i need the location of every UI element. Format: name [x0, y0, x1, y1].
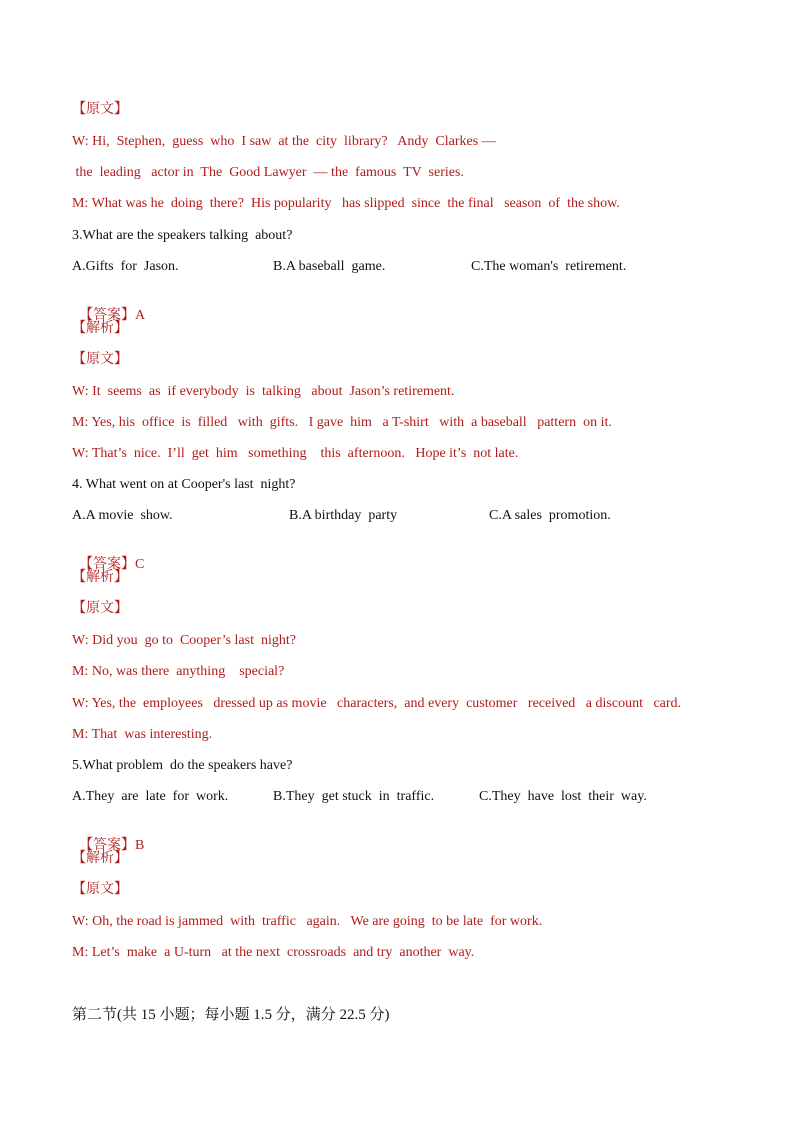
dialogue-line: W: It seems as if everybody is talking about Jason’s retirement.	[72, 384, 455, 399]
dialogue-line: W: Yes, the employees dressed up as movie characters, and every customer received a discount card.	[72, 696, 682, 711]
section-2-heading: 第二节(共 15 小题；每小题 1.5 分，满分 22.5 分)	[72, 1007, 390, 1023]
answer-tag: 【答案】	[79, 557, 135, 572]
q4-option-c: C.A sales promotion.	[489, 508, 611, 523]
dialogue-line: the leading actor in The Good Lawyer — the famous TV series.	[72, 165, 464, 180]
q5-option-c: C.They have lost their way.	[479, 789, 647, 804]
dialogue-line: M: Yes, his office is filled with gifts. I gave him a T-shirt with a baseball pattern on it.	[72, 415, 612, 430]
dialogue-line: W: Hi, Stephen, guess who I saw at the city library? Andy Clarkes —	[72, 134, 496, 149]
q3-option-b: B.A baseball game.	[273, 259, 386, 274]
q4-option-a: A.A movie show.	[72, 508, 173, 523]
dialogue-line: W: That’s nice. I’ll get him something this afternoon. Hope it’s not late.	[72, 446, 519, 461]
analysis-tag: 【解析】	[72, 851, 128, 866]
dialogue-line: M: No, was there anything special?	[72, 664, 285, 679]
q5-option-b: B.They get stuck in traffic.	[273, 789, 435, 804]
dialogue-line: M: What was he doing there? His popularity has slipped since the final season of the show.	[72, 196, 620, 211]
dialogue-line: M: That was interesting.	[72, 727, 213, 742]
analysis-tag: 【解析】	[72, 570, 128, 585]
answer-value: C	[135, 557, 145, 572]
answer-tag: 【答案】	[79, 838, 135, 853]
q4-option-b: B.A birthday party	[289, 508, 398, 523]
question-3: 3.What are the speakers talking about?	[72, 228, 293, 243]
question-5: 5.What problem do the speakers have?	[72, 758, 293, 773]
analysis-tag: 【解析】	[72, 321, 128, 336]
original-text-tag: 【原文】	[72, 102, 128, 117]
original-text-tag: 【原文】	[72, 601, 128, 616]
answer-tag: 【答案】	[79, 308, 135, 323]
original-text-tag: 【原文】	[72, 882, 128, 897]
q3-option-a: A.Gifts for Jason.	[72, 259, 179, 274]
q3-option-c: C.The woman's retirement.	[471, 259, 627, 274]
answer-value: B	[135, 838, 145, 853]
q5-option-a: A.They are late for work.	[72, 789, 229, 804]
dialogue-line: W: Did you go to Cooper’s last night?	[72, 633, 296, 648]
dialogue-line: M: Let’s make a U-turn at the next crossroads and try another way.	[72, 945, 475, 960]
dialogue-line: W: Oh, the road is jammed with traffic again. We are going to be late for work.	[72, 914, 543, 929]
original-text-tag: 【原文】	[72, 352, 128, 367]
question-4: 4. What went on at Cooper's last night?	[72, 477, 296, 492]
answer-value: A	[135, 308, 146, 323]
